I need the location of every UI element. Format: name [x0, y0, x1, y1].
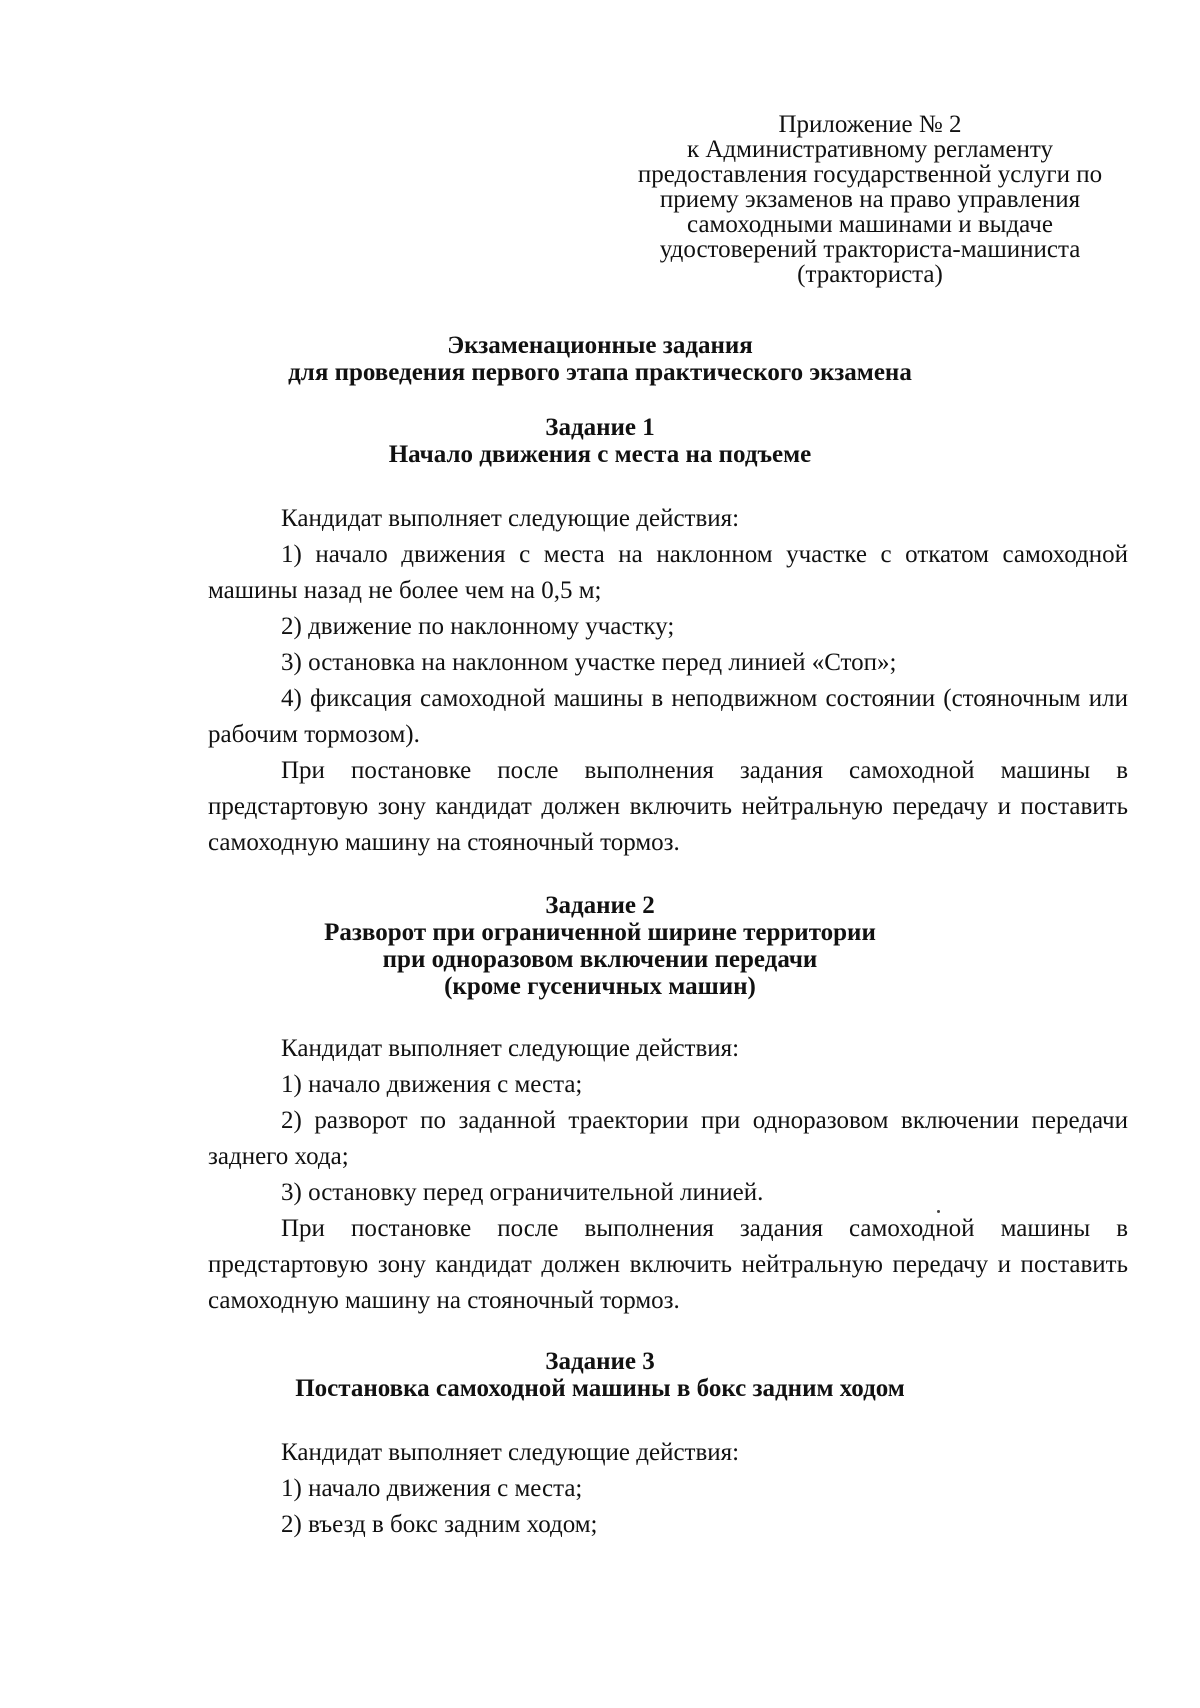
task2-item3: 3) остановку перед ограничительной линией. — [281, 1179, 764, 1206]
task1-intro: Кандидат выполняет следующие действия: — [281, 505, 740, 532]
task1-name: Начало движения с места на подъеме — [388, 441, 812, 468]
task3-name: Постановка самоходной машины в бокс задним ходом — [295, 1375, 905, 1402]
appendix-line: приему экзаменов на право управления — [659, 186, 1081, 213]
title-line: Экзаменационные задания — [447, 332, 753, 359]
title-line: для проведения первого этапа практического экзамена — [288, 359, 912, 386]
task1-item2: 2) движение по наклонному участку; — [281, 613, 675, 640]
task2-item1: 1) начало движения с места; — [281, 1071, 583, 1098]
task1-item3: 3) остановка на наклонном участке перед линией «Стоп»; — [281, 649, 897, 676]
task3-heading — [0, 1348, 1200, 1402]
task3-item1: 1) начало движения с места; — [281, 1475, 583, 1502]
task1-item4: 4) фиксация самоходной машины в неподвижном состоянии (стояночным или рабочим тормозом). — [208, 685, 1128, 748]
task3-intro: Кандидат выполняет следующие действия: — [281, 1439, 740, 1466]
task1-note: При постановке после выполнения задания самоходной машины в предстартовую зону кандидат должен включить нейтральную передачу и поставить самоходную машину на стояночный тормоз. — [208, 757, 1128, 856]
task2-item2: 2) разворот по заданной траектории при одноразовом включении передачи заднего хода; — [208, 1107, 1128, 1170]
task2-note: При постановке после выполнения задания самоходной машины в предстартовую зону кандидат должен включить нейтральную передачу и поставить самоходную машину на стояночный тормоз. — [208, 1215, 1128, 1314]
task1-number: Задание 1 — [545, 414, 655, 441]
scan-speck — [937, 1210, 940, 1213]
task1-item1: 1) начало движения с места на наклонном участке с откатом самоходной машины назад не более чем на 0,5 м; — [208, 541, 1128, 604]
appendix-line: Приложение № 2 — [778, 111, 962, 138]
task2-name-line: (кроме гусеничных машин) — [444, 973, 756, 1000]
task2-number: Задание 2 — [545, 892, 655, 919]
appendix-line: удостоверений тракториста-машиниста — [659, 236, 1081, 263]
task3-number: Задание 3 — [545, 1348, 655, 1375]
appendix-line: самоходными машинами и выдаче — [687, 211, 1053, 238]
task3-item2: 2) въезд в бокс задним ходом; — [281, 1511, 598, 1538]
task2-intro: Кандидат выполняет следующие действия: — [281, 1035, 740, 1062]
task2-name-line: при одноразовом включении передачи — [382, 946, 818, 973]
appendix-line: предоставления государственной услуги по — [637, 161, 1103, 188]
appendix-header — [610, 112, 1130, 287]
task2-name-line: Разворот при ограниченной ширине территории — [324, 919, 876, 946]
document-title — [0, 332, 1200, 386]
appendix-line: к Административному регламенту — [686, 136, 1054, 163]
appendix-line: (тракториста) — [797, 261, 943, 288]
task2-heading — [0, 892, 1200, 1000]
task1-heading — [0, 414, 1200, 468]
